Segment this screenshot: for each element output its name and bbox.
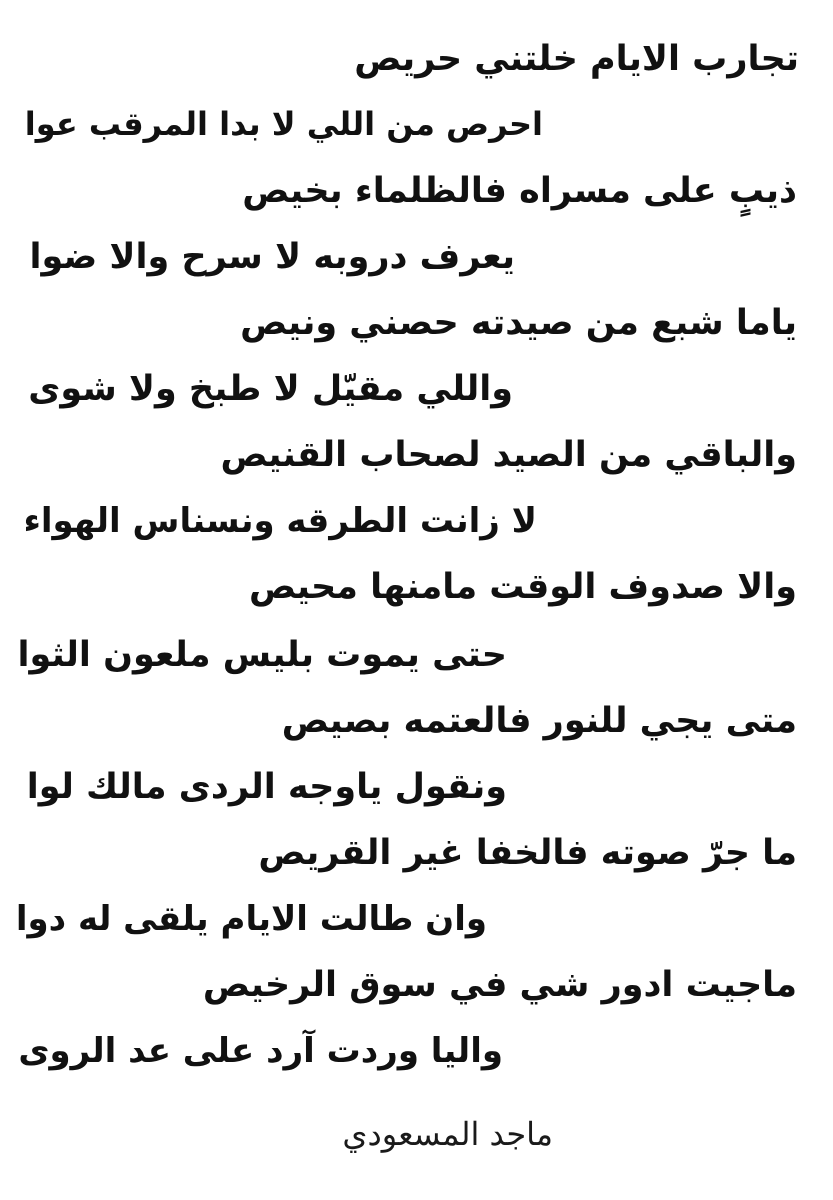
poem-line: حتى يموت بليس ملعون الثوا	[17, 635, 507, 675]
poem-line: واليا وردت آرد على عد الروى	[18, 1031, 503, 1071]
poem-line: ذيبٍ على مسراه فالظلماء بخيص	[242, 171, 797, 211]
poem-line: ماجيت ادور شي في سوق الرخيص	[202, 965, 797, 1005]
poem-line: والا صدوف الوقت مامنها محيص	[248, 567, 797, 607]
poem-line: ونقول ياوجه الردى مالك لوا	[26, 767, 507, 807]
poem-line: احرص من اللي لا بدا المرقب عوا	[24, 105, 543, 143]
poem-line: لا زانت الطرقه ونسناس الهواء	[23, 501, 537, 541]
poem-line: ياما شبع من صيدته حصني ونيص	[240, 303, 797, 343]
poem-line: يعرف دروبه لا سرح والا ضوا	[29, 237, 515, 277]
poem-line: وان طالت الايام يلقى له دوا	[15, 899, 487, 939]
poem-line: تجارب الايام خلتني حريص	[354, 39, 799, 79]
poem-line: والباقي من الصيد لصحاب القنيص	[220, 435, 797, 475]
poem-line: ما جرّ صوته فالخفا غير القريص	[258, 833, 797, 873]
poet-signature: ماجد المسعودي	[342, 1115, 553, 1153]
poem-line: واللي مقيّل لا طبخ ولا شوى	[28, 369, 513, 409]
poem-line: متى يجي للنور فالعتمه بصيص	[281, 701, 797, 741]
